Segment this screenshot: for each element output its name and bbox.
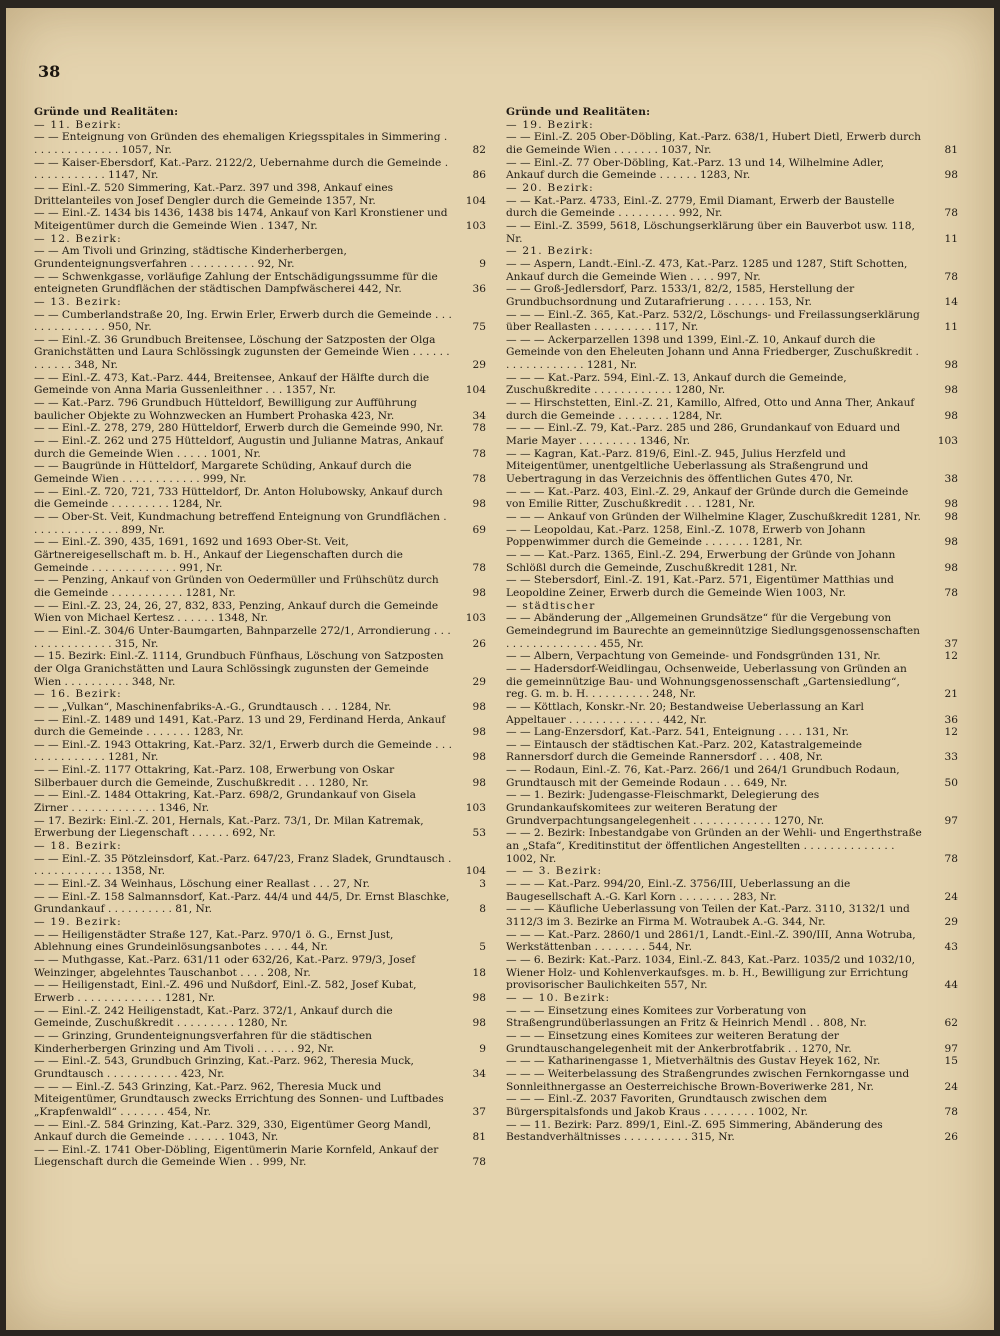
- left-column: [34, 106, 486, 1169]
- entry-text: — — 1. Bezirk: Judengasse-Fleischmarkt, Delegierung des Grundankaufskomitees zur weiteren Beratung der Grundverpachtungsangelegenheit . . . . . . . . . . . . 1270, Nr.: [506, 789, 825, 827]
- entry-number: 38: [944, 473, 958, 486]
- entry-text: — — — Einsetzung eines Komitees zur Vorberatung von Straßengrundüberlassungen an Fritz & Heinrich Mendl . . 808, Nr.: [506, 1004, 867, 1030]
- entry-text: — — — Ankauf von Gründen der Wilhelmine Klager, Zuschußkredit 1281, Nr.: [506, 511, 921, 523]
- entry-number: 11: [944, 321, 958, 334]
- entry-text: — — — Einl.-Z. 543 Grinzing, Kat.-Parz. 962, Theresia Muck und Miteigentümer, Grundtausch zwecks Errichtung des Sonnen- und Luftbades „Krapfenwaldl“ . . . . . . . 454, Nr.: [34, 1080, 444, 1118]
- index-entry: [34, 486, 486, 511]
- district-heading: — städtischer: [506, 599, 596, 612]
- entry-text: — — 11. Bezirk: Parz. 899/1, Einl.-Z. 695 Simmering, Abänderung des Bestandverhältnisses . . . . . . . . . . 315, Nr.: [506, 1118, 883, 1144]
- entry-number: 98: [944, 169, 958, 182]
- entry-text: — — Einl.-Z. 34 Weinhaus, Löschung einer Reallast . . . 27, Nr.: [34, 878, 370, 891]
- entry-number: 9: [479, 257, 486, 270]
- index-entry: [34, 789, 486, 814]
- entry-number: 98: [944, 511, 958, 523]
- entry-number: 12: [944, 650, 958, 663]
- entry-text: — — Albern, Verpachtung von Gemeinde- und Fondsgründen 131, Nr.: [506, 650, 881, 663]
- entry-number: 104: [465, 194, 486, 207]
- entry-text: — — — Kat.-Parz. 594, Einl.-Z. 13, Ankauf durch die Gemeinde, Zuschußkredite . . . . . . . . . . . . 1280, Nr.: [506, 371, 847, 397]
- entry-number: 34: [472, 1067, 486, 1080]
- entry-number: 50: [944, 776, 958, 789]
- entry-text: — — Baugründe in Hütteldorf, Margarete Schüding, Ankauf durch die Gemeinde Wien . . . . . . . . . . . . 999, Nr.: [34, 460, 412, 486]
- index-entry: [34, 422, 486, 435]
- entry-number: 8: [479, 903, 486, 916]
- index-entry: [34, 625, 486, 650]
- index-entry: [34, 600, 486, 625]
- index-entry: [34, 650, 486, 688]
- entry-number: 97: [944, 1042, 958, 1055]
- index-entry: [506, 309, 958, 334]
- entry-number: 78: [472, 561, 486, 574]
- index-entry: [506, 903, 958, 928]
- index-entry: [34, 271, 486, 296]
- district-heading: — 19. Bezirk:: [506, 118, 594, 131]
- index-entry: [34, 878, 486, 891]
- district-heading: — 21. Bezirk:: [506, 245, 594, 258]
- district-heading: — 18. Bezirk:: [34, 840, 122, 853]
- entry-text: — — Einl.-Z. 520 Simmering, Kat.-Parz. 397 und 398, Ankauf eines Drittelanteiles von Josef Dengler durch die Gemeinde 1357, Nr.: [34, 181, 394, 207]
- entry-text: — — — Einl.-Z. 79, Kat.-Parz. 285 und 286, Grundankauf von Eduard und Marie Mayer . . . . . . . . . 1346, Nr.: [506, 422, 901, 448]
- index-entry: [506, 701, 958, 726]
- index-entry: [34, 435, 486, 460]
- index-entry: [34, 245, 486, 270]
- entry-text: — — — Ackerparzellen 1398 und 1399, Einl.-Z. 10, Ankauf durch die Gemeinde von den Eheleuten Johann und Anna Friedberger, Zuschußkredit . . . . . . . . . . . . . 1281, Nr.: [506, 333, 919, 372]
- entry-number: 103: [937, 435, 958, 448]
- entry-text: — — Am Tivoli und Grinzing, städtische Kinderherbergen, Grundenteignungsverfahren . . . . . . . . . . 92, Nr.: [34, 245, 347, 270]
- entry-text: — — Ober-St. Veit, Kundmachung betreffend Enteignung von Grundflächen . . . . . . . . . . . . . . 899, Nr.: [34, 511, 447, 536]
- entry-number: 98: [472, 700, 486, 713]
- entry-number: 98: [472, 991, 486, 1004]
- index-entry: [506, 372, 958, 397]
- district-heading: — 16. Bezirk:: [34, 688, 122, 701]
- entry-number: 36: [944, 713, 958, 726]
- index-entry: [506, 739, 958, 764]
- entry-text: — — Köttlach, Konskr.-Nr. 20; Bestandweise Ueberlassung an Karl Appeltauer . . . . . . . . . . . . . . 442, Nr.: [506, 700, 864, 726]
- index-entry: [34, 131, 486, 156]
- entry-number: 15: [944, 1055, 958, 1068]
- district-heading: — — 10. Bezirk:: [506, 991, 611, 1004]
- entry-number: 33: [944, 751, 958, 764]
- district-heading: — 13. Bezirk:: [34, 295, 122, 308]
- entry-text: — — Abänderung der „Allgemeinen Grundsätze“ für die Vergebung von Gemeindegrund im Baurechte an gemeinnützige Siedlungsgenossenschaften . . . . . . . . . . . . . . 455, Nr.: [506, 612, 920, 650]
- index-entry: [34, 714, 486, 739]
- entry-number: 21: [944, 688, 958, 701]
- index-entry: [34, 460, 486, 485]
- entry-text: — — Heiligenstadt, Einl.-Z. 496 und Nußdorf, Einl.-Z. 582, Josef Kubat, Erwerb . . . . . . . . . . . . . 1281, Nr.: [34, 979, 417, 1004]
- entry-number: 29: [472, 675, 486, 688]
- index-entry: [506, 157, 958, 182]
- entry-number: 82: [472, 143, 486, 156]
- entry-text: — — Eintausch der städtischen Kat.-Parz. 202, Katastralgemeinde Rannersdorf durch die Gemeinde Rannersdorf . . . 408, Nr.: [506, 738, 863, 764]
- index-entry: [506, 574, 958, 599]
- entry-text: — — Einl.-Z. 278, 279, 280 Hütteldorf, Erwerb durch die Gemeinde 990, Nr.: [34, 422, 444, 435]
- entry-text: — — Einl.-Z. 3599, 5618, Löschungserklärung über ein Bauverbot usw. 118, Nr.: [506, 219, 915, 245]
- index-entry: [34, 701, 486, 714]
- entry-number: 36: [472, 283, 486, 296]
- entry-text: — — Groß-Jedlersdorf, Parz. 1533/1, 82/2, 1585, Herstellung der Grundbuchsordnung und Zutarafrierung . . . . . . 153, Nr.: [506, 283, 855, 308]
- entry-text: — — — Einl.-Z. 365, Kat.-Parz. 532/2, Löschungs- und Freilassungserklärung über Reallasten . . . . . . . . . 117, Nr.: [506, 308, 920, 334]
- entry-number: 97: [944, 814, 958, 827]
- index-entry: [506, 258, 958, 283]
- entry-text: — — Einl.-Z. 262 und 275 Hütteldorf, Augustin und Julianne Matras, Ankauf durch die Gemeinde Wien . . . . . 1001, Nr.: [34, 435, 444, 460]
- entry-number: 26: [944, 1131, 958, 1144]
- index-entry: [506, 220, 958, 245]
- index-entry: [506, 1055, 958, 1068]
- entry-text: — — Einl.-Z. 35 Pötzleinsdorf, Kat.-Parz. 647/23, Franz Sladek, Grundtausch . . . . . . . . . . . . . 1358, Nr.: [34, 852, 452, 878]
- index-entry: [506, 486, 958, 511]
- index-entry: [34, 1144, 486, 1169]
- entry-number: 78: [472, 473, 486, 486]
- index-entry: [34, 979, 486, 1004]
- entry-number: 5: [479, 941, 486, 954]
- entry-text: — — 2. Bezirk: Inbestandgabe von Gründen an der Wehli- und Engerthstraße an „Stafa“, Kreditinstitut der öffentlichen Angestellten . . . . . . . . . . . . . . 1002, Nr.: [506, 827, 922, 865]
- entry-number: 78: [944, 207, 958, 220]
- index-entry: [506, 929, 958, 954]
- entry-number: 24: [944, 890, 958, 903]
- index-entry: [34, 536, 486, 574]
- entry-text: — — Muthgasse, Kat.-Parz. 631/11 oder 632/26, Kat.-Parz. 979/3, Josef Weinzinger, abgelehntes Tauschanbot . . . . 208, Nr.: [34, 953, 416, 979]
- entry-text: — — Einl.-Z. 1177 Ottakring, Kat.-Parz. 108, Erwerbung von Oskar Silberbauer durch die Gemeinde, Zuschußkredit . . . 1280, Nr.: [34, 764, 395, 789]
- entry-text: — — — Kat.-Parz. 2860/1 und 2861/1, Landt.-Einl.-Z. 390/III, Anna Wotruba, Werkstättenban . . . . . . . . 544, Nr.: [506, 928, 916, 954]
- entry-text: — — Einl.-Z. 1484 Ottakring, Kat.-Parz. 698/2, Grundankauf von Gisela Zirner . . . . . . . . . . . . . 1346, Nr.: [34, 789, 416, 815]
- entry-number: 24: [944, 1080, 958, 1093]
- entry-number: 44: [944, 979, 958, 992]
- index-entry: [34, 511, 486, 536]
- entry-text: — — Einl.-Z. 1489 und 1491, Kat.-Parz. 13 und 29, Ferdinand Herda, Ankauf durch die Gemeinde . . . . . . . 1283, Nr.: [34, 713, 446, 739]
- index-entry: [506, 1068, 958, 1093]
- entry-number: 98: [472, 1017, 486, 1030]
- entry-number: 78: [944, 852, 958, 865]
- index-entry: [506, 524, 958, 549]
- index-entry: [34, 1055, 486, 1080]
- entry-number: 103: [465, 219, 486, 232]
- index-entry: [34, 372, 486, 397]
- entry-text: — — „Vulkan“, Maschinenfabriks-A.-G., Grundtausch . . . 1284, Nr.: [34, 700, 392, 713]
- entry-text: — — Kat.-Parz. 4733, Einl.-Z. 2779, Emil Diamant, Erwerb der Baustelle durch die Gemeinde . . . . . . . . . 992, Nr.: [506, 194, 895, 220]
- section-heading-left: Gründe und Realitäten:: [34, 106, 179, 118]
- entry-number: 81: [944, 143, 958, 156]
- index-entry: [506, 726, 958, 739]
- index-entry: [34, 1005, 486, 1030]
- entry-number: 103: [465, 612, 486, 625]
- index-entry: [34, 309, 486, 334]
- entry-number: 98: [472, 726, 486, 739]
- entry-text: — — — Weiterbelassung des Straßengrundes zwischen Fernkorngasse und Sonnleithnergasse an Oesterreichische Brown-Boveriwerke 281, Nr.: [506, 1067, 910, 1093]
- index-entry: [34, 739, 486, 764]
- entry-text: — — Einl.-Z. 304/6 Unter-Baumgarten, Bahnparzelle 272/1, Arrondierung . . . . . . . . . . . . . . . 315, Nr.: [34, 624, 451, 650]
- index-entry: [506, 334, 958, 372]
- entry-text: — — Einl.-Z. 720, 721, 733 Hütteldorf, Dr. Anton Holubowsky, Ankauf durch die Gemeinde . . . . . . . . . 1284, Nr.: [34, 485, 443, 511]
- entry-number: 69: [472, 523, 486, 536]
- entry-text: — — Einl.-Z. 1741 Ober-Döbling, Eigentümerin Marie Kornfeld, Ankauf der Liegenschaft durch die Gemeinde Wien . . 999, Nr.: [34, 1143, 439, 1169]
- entry-text: — — — Einl.-Z. 2037 Favoriten, Grundtausch zwischen dem Bürgerspitalsfonds und Jakob Kraus . . . . . . . . 1002, Nr.: [506, 1093, 827, 1118]
- index-entry: [34, 853, 486, 878]
- page-number: 38: [38, 62, 61, 81]
- index-entry: [506, 511, 958, 524]
- district-heading: — 11. Bezirk:: [34, 118, 122, 131]
- index-entry: [34, 574, 486, 599]
- index-entry: [34, 397, 486, 422]
- entry-number: 86: [472, 169, 486, 182]
- right-column: [506, 106, 958, 1144]
- entry-text: — — Einl.-Z. 584 Grinzing, Kat.-Parz. 329, 330, Eigentümer Georg Mandl, Ankauf durch die Gemeinde . . . . . . 1043, Nr.: [34, 1118, 432, 1144]
- index-entry: [34, 1081, 486, 1119]
- entry-number: 78: [472, 447, 486, 460]
- entry-number: 98: [944, 409, 958, 422]
- entry-number: 78: [944, 586, 958, 599]
- entry-number: 98: [944, 384, 958, 397]
- entry-number: 29: [472, 359, 486, 372]
- index-entry: [34, 1030, 486, 1055]
- entry-text: — — — Käufliche Ueberlassung von Teilen der Kat.-Parz. 3110, 3132/1 und 3112/3 im 3. Bezirke an Firma M. Wotraubek A.-G. 344, Nr.: [506, 903, 910, 928]
- index-entry: [34, 815, 486, 840]
- index-entry: [34, 891, 486, 916]
- entry-number: 78: [944, 270, 958, 283]
- entry-number: 103: [465, 802, 486, 815]
- entry-number: 104: [465, 865, 486, 878]
- entry-number: 18: [472, 966, 486, 979]
- entry-text: — — — Einsetzung eines Komitees zur weiteren Beratung der Grundtauschangelegenheit mit der Ankerbrotfabrik . . 1270, Nr.: [506, 1029, 852, 1055]
- entry-number: 98: [944, 561, 958, 574]
- entry-text: — — Einl.-Z. 543, Grundbuch Grinzing, Kat.-Parz. 962, Theresia Muck, Grundtausch . . . . . . . . . . . 423, Nr.: [34, 1055, 414, 1080]
- index-entry: [506, 878, 958, 903]
- index-entry: [506, 283, 958, 308]
- entry-number: 81: [472, 1131, 486, 1144]
- entry-text: — — Grinzing, Grundenteignungsverfahren für die städtischen Kinderherbergen Grinzing und Am Tivoli . . . . . . 92, Nr.: [34, 1029, 373, 1055]
- entry-text: — — Einl.-Z. 390, 435, 1691, 1692 und 1693 Ober-St. Veit, Gärtnereigesellschaft m. b. H., Ankauf der Liegenschaften durch die Gemeinde . . . . . . . . . . . . . 991, Nr.: [34, 536, 403, 574]
- entry-text: — — — Kat.-Parz. 403, Einl.-Z. 29, Ankauf der Gründe durch die Gemeinde von Emilie Ritter, Zuschußkredit . . . 1281, Nr.: [506, 485, 909, 511]
- index-entry: [506, 650, 958, 663]
- index-entry: [34, 764, 486, 789]
- entry-text: — — Aspern, Landt.-Einl.-Z. 473, Kat.-Parz. 1285 und 1287, Stift Schotten, Ankauf durch die Gemeinde Wien . . . . 997, Nr.: [506, 257, 908, 283]
- entry-number: 43: [944, 941, 958, 954]
- index-entry: [506, 1030, 958, 1055]
- entry-number: 78: [472, 422, 486, 435]
- index-entry: [506, 131, 958, 156]
- entry-text: — — Einl.-Z. 205 Ober-Döbling, Kat.-Parz. 638/1, Hubert Dietl, Erwerb durch die Gemeinde Wien . . . . . . . 1037, Nr.: [506, 131, 921, 156]
- entry-text: — — — Kat.-Parz. 1365, Einl.-Z. 294, Erwerbung der Gründe von Johann Schlößl durch die Gemeinde, Zuschußkredit 1281, Nr.: [506, 548, 896, 574]
- entry-text: — — Lang-Enzersdorf, Kat.-Parz. 541, Enteignung . . . . 131, Nr.: [506, 726, 849, 739]
- district-heading: — 12. Bezirk:: [34, 232, 122, 245]
- entry-number: 12: [944, 726, 958, 739]
- entry-text: — — Einl.-Z. 36 Grundbuch Breitensee, Löschung der Satzposten der Olga Granichstätten und Laura Schlössingk zugunsten der Gemeinde Wien . . . . . . . . . . . . 348, Nr.: [34, 333, 450, 372]
- index-entry: [34, 182, 486, 207]
- entry-text: — — — Katharinengasse 1, Mietverhältnis des Gustav Heyek 162, Nr.: [506, 1055, 881, 1068]
- entry-number: 37: [472, 1105, 486, 1118]
- entry-number: 37: [944, 637, 958, 650]
- section-heading-right: Gründe und Realitäten:: [506, 106, 651, 118]
- index-entry: [506, 397, 958, 422]
- entry-text: — — Schwenkgasse, vorläufige Zahlung der Entschädigungssumme für die enteigneten Grundflächen der städtischen Dampfwäscherei 442, Nr.: [34, 270, 438, 296]
- entry-text: — — Einl.-Z. 1434 bis 1436, 1438 bis 1474, Ankauf von Karl Kronstiener und Miteigentümer durch die Gemeinde Wien . 1347, Nr.: [34, 207, 448, 232]
- entry-text: — — Stebersdorf, Einl.-Z. 191, Kat.-Parz. 571, Eigentümer Matthias und Leopoldine Zeiner, Erwerb durch die Gemeinde Wien 1003, Nr.: [506, 574, 894, 599]
- entry-text: — 17. Bezirk: Einl.-Z. 201, Hernals, Kat.-Parz. 73/1, Dr. Milan Katremak, Erwerbung der Liegenschaft . . . . . . 692, Nr.: [34, 814, 424, 840]
- entry-text: — — Rodaun, Einl.-Z. 76, Kat.-Parz. 266/1 und 264/1 Grundbuch Rodaun, Grundtausch mit der Gemeinde Rodaun . . . 649, Nr.: [506, 764, 900, 789]
- district-heading: — 19. Bezirk:: [34, 916, 122, 928]
- entry-text: — 15. Bezirk: Einl.-Z. 1114, Grundbuch Fünfhaus, Löschung von Satzposten der Olga Granichstätten und Laura Schlössingk zugunsten der Gemeinde Wien . . . . . . . . . . 348, Nr.: [34, 650, 444, 688]
- entry-number: 98: [472, 498, 486, 511]
- entry-text: — — Kagran, Kat.-Parz. 819/6, Einl.-Z. 945, Julius Herzfeld und Miteigentümer, unentgeltliche Ueberlassung als Straßengrund und Uebertragung in das Verzeichnis des öffentlichen Gutes 470, Nr.: [506, 447, 869, 486]
- entry-number: 14: [944, 295, 958, 308]
- entry-number: 98: [472, 586, 486, 599]
- entry-text: — — Einl.-Z. 23, 24, 26, 27, 832, 833, Penzing, Ankauf durch die Gemeinde Wien von Michael Kertesz . . . . . . 1348, Nr.: [34, 599, 439, 625]
- index-entry: [506, 195, 958, 220]
- index-entry: [506, 612, 958, 650]
- index-entry: [506, 1119, 958, 1144]
- entry-number: 98: [472, 751, 486, 764]
- entry-number: 98: [944, 359, 958, 372]
- index-entry: [506, 827, 958, 865]
- entry-number: 78: [472, 1156, 486, 1169]
- entry-text: — — Einl.-Z. 158 Salmannsdorf, Kat.-Parz. 44/4 und 44/5, Dr. Ernst Blaschke, Grundankauf . . . . . . . . . . 81, Nr.: [34, 890, 450, 916]
- entry-text: — — Einl.-Z. 473, Kat.-Parz. 444, Breitensee, Ankauf der Hälfte durch die Gemeinde von Anna Maria Gussenleithner . . . 1357, Nr.: [34, 371, 430, 397]
- index-entry: [506, 954, 958, 992]
- index-entry: [34, 954, 486, 979]
- entry-number: 62: [944, 1017, 958, 1030]
- index-entry: [506, 789, 958, 827]
- district-heading: — 20. Bezirk:: [506, 181, 594, 194]
- entry-number: 98: [472, 776, 486, 789]
- entry-number: 26: [472, 637, 486, 650]
- entry-text: — — Hadersdorf-Weidlingau, Ochsenweide, Ueberlassung von Gründen an die gemeinnützige Bau- und Wohnungsgenossenschaft „Gartensiedlung“, reg. G. m. b. H. . . . . . . . . . 248, Nr.: [506, 662, 907, 701]
- district-heading: — — 3. Bezirk:: [506, 865, 603, 878]
- entry-number: 78: [944, 1105, 958, 1118]
- entry-number: 11: [944, 232, 958, 245]
- entry-number: 98: [944, 536, 958, 549]
- entry-text: — — Hirschstetten, Einl.-Z. 21, Kamillo, Alfred, Otto und Anna Ther, Ankauf durch die Gemeinde . . . . . . . . 1284, Nr.: [506, 397, 915, 422]
- entry-number: 53: [472, 827, 486, 840]
- document-page: [6, 8, 994, 1330]
- entry-number: 75: [472, 321, 486, 334]
- entry-text: — — Penzing, Ankauf von Gründen von Oedermüller und Frühschütz durch die Gemeinde . . . . . . . . . . . 1281, Nr.: [34, 574, 439, 599]
- index-entry: [506, 549, 958, 574]
- index-entry: [34, 1119, 486, 1144]
- entry-text: — — — Kat.-Parz. 994/20, Einl.-Z. 3756/III, Ueberlassung an die Baugesellschaft A.-G. Karl Korn . . . . . . . . 283, Nr.: [506, 878, 851, 903]
- index-entry: [34, 157, 486, 182]
- entry-number: 29: [944, 916, 958, 928]
- entry-text: — — Einl.-Z. 1943 Ottakring, Kat.-Parz. 32/1, Erwerb durch die Gemeinde . . . . . . . . . . . . . . 1281, Nr.: [34, 738, 452, 764]
- entry-text: — — Heiligenstädter Straße 127, Kat.-Parz. 970/1 ö. G., Ernst Just, Ablehnung eines Grundeinlösungsanbotes . . . . 44, Nr.: [34, 928, 394, 954]
- index-entry: [506, 448, 958, 486]
- index-entry: [506, 1093, 958, 1118]
- entry-number: 98: [944, 498, 958, 511]
- entry-text: — — Kat.-Parz. 796 Grundbuch Hütteldorf, Bewilligung zur Aufführung baulicher Objekte zu Wohnzwecken an Humbert Prohaska 423, Nr.: [34, 397, 417, 422]
- index-entry: [34, 929, 486, 954]
- index-entry: [506, 422, 958, 447]
- right-entry-list: [506, 119, 958, 1144]
- entry-text: — — Leopoldau, Kat.-Parz. 1258, Einl.-Z. 1078, Erwerb von Johann Poppenwimmer durch die Gemeinde . . . . . . . 1281, Nr.: [506, 523, 866, 549]
- entry-text: — — 6. Bezirk: Kat.-Parz. 1034, Einl.-Z. 843, Kat.-Parz. 1035/2 und 1032/10, Wiener Holz- und Kohlenverkaufsges. m. b. H., Bewilligung zur Errichtung provisorischer Baulichkeiten 557, Nr.: [506, 953, 916, 992]
- index-entry: [34, 207, 486, 232]
- entry-number: 104: [465, 384, 486, 397]
- entry-text: — — Kaiser-Ebersdorf, Kat.-Parz. 2122/2, Uebernahme durch die Gemeinde . . . . . . . . . . . . 1147, Nr.: [34, 156, 449, 182]
- entry-text: — — Einl.-Z. 242 Heiligenstadt, Kat.-Parz. 372/1, Ankauf durch die Gemeinde, Zuschußkredit . . . . . . . . . 1280, Nr.: [34, 1004, 393, 1030]
- entry-number: 3: [479, 878, 486, 891]
- left-entry-list: [34, 119, 486, 1169]
- entry-text: — — Enteignung von Gründen des ehemaligen Kriegsspitales in Simmering . . . . . . . . . . . . . . 1057, Nr.: [34, 131, 448, 156]
- entry-text: — — Einl.-Z. 77 Ober-Döbling, Kat.-Parz. 13 und 14, Wilhelmine Adler, Ankauf durch die Gemeinde . . . . . . 1283, Nr.: [506, 156, 884, 182]
- index-entry: [506, 663, 958, 701]
- index-entry: [506, 764, 958, 789]
- index-entry: [506, 1005, 958, 1030]
- entry-number: 34: [472, 409, 486, 422]
- entry-number: 9: [479, 1042, 486, 1055]
- entry-text: — — Cumberlandstraße 20, Ing. Erwin Erler, Erwerb durch die Gemeinde . . . . . . . . . . . . . . 950, Nr.: [34, 308, 452, 334]
- index-entry: [34, 334, 486, 372]
